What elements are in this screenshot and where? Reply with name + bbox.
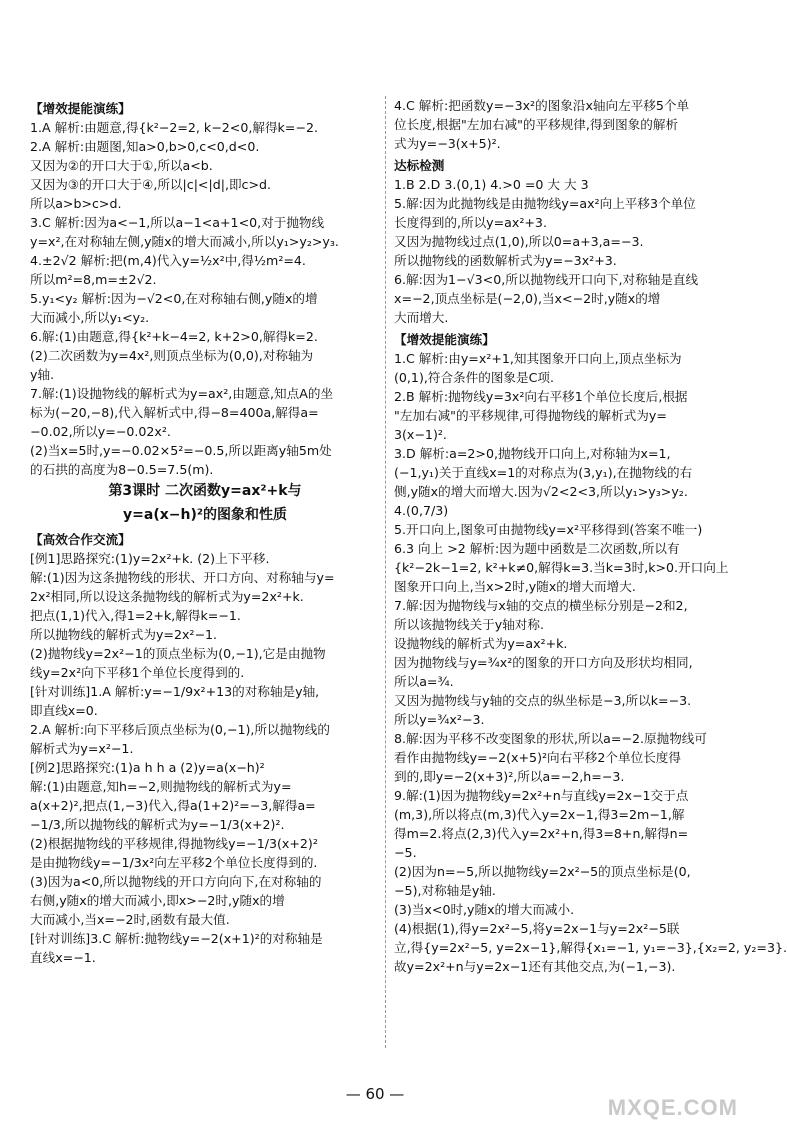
right-text-line: 4.(0,7/3) [394,503,449,518]
left-text-line: [针对训练]3.C 解析:抛物线y=−2(x+1)²的对称轴是 [30,931,323,946]
column-divider [385,96,386,1048]
left-text-line: 6.解:(1)由题意,得{k²+k−4=2, k+2>0,解得k=2. [30,329,318,344]
left-column [30,96,380,967]
right-text-line: 侧,y随x的增大而增大.因为√2<2<3,所以y₁>y₃>y₂. [394,484,688,499]
right-text-line: 看作由抛物线y=−2(x+5)²向右平移2个单位长度得 [394,750,681,765]
right-text-line: 2.B 解析:抛物线y=3x²向右平移1个单位长度后,根据 [394,389,688,404]
right-text-line: {k²−2k−1=2, k²+k≠0,解得k=3.当k=3时,k>0.开口向上 [394,560,729,575]
right-text-line: 图象开口向上,当x>2时,y随x的增大而增大. [394,579,636,594]
right-text-line: 所以抛物线的函数解析式为y=−3x²+3. [394,253,617,268]
right-text-line: 所以a=¾. [394,674,454,689]
left-text-line: 又因为③的开口大于④,所以|c|<|d|,即c>d. [30,177,272,192]
left-text-line: 线y=2x²向下平移1个单位长度得到的. [30,665,245,680]
page-number: — 60 — [345,1085,405,1103]
left-text-line: (2)抛物线y=2x²−1的顶点坐标为(0,−1),它是由抛物 [30,646,326,661]
right-text-line: 3.D 解析:a=2>0,抛物线开口向上,对称轴为x=1, [394,446,671,461]
right-text-line: (0,1),符合条件的图象是C项. [394,370,554,385]
left-text-line: 5.y₁<y₂ 解析:因为−√2<0,在对称轴右侧,y随x的增 [30,291,318,306]
left-text-line: 2x²相同,所以设这条抛物线的解析式为y=2x²+k. [30,589,304,604]
right-text-line: 得m=2.将点(2,3)代入y=2x²+n,得3=8+n,解得n= [394,826,689,841]
left-text-line: 解:(1)因为这条抛物线的形状、开口方向、对称轴与y= [30,570,335,585]
right-text-line: 因为抛物线与y=¾x²的图象的开口方向及形状均相同, [394,655,693,670]
right-text-line: (3)当x<0时,y随x的增大而减小. [394,902,575,917]
left-text-line: (2)根据抛物线的平移规律,得抛物线y=−1/3(x+2)² [30,836,318,851]
right-text-line: 8.解:因为平移不改变图象的形状,所以a=−2.原抛物线可 [394,731,707,746]
left-text-line: [针对训练]1.A 解析:y=−1/9x²+13的对称轴是y轴, [30,684,320,699]
left-text-line: −1/3,所以抛物线的解析式为y=−1/3(x+2)². [30,817,285,832]
right-text-line: 5.解:因为此抛物线是由抛物线y=ax²向上平移3个单位 [394,196,696,211]
left-text-line: 3.C 解析:因为a<−1,所以a−1<a+1<0,对于抛物线 [30,215,325,230]
left-text-line: (2)二次函数为y=4x²,则顶点坐标为(0,0),对称轴为 [30,348,314,363]
left-text-line: 2.A 解析:由题图,知a>0,b>0,c<0,d<0. [30,139,260,154]
right-text-line: (−1,y₁)关于直线x=1的对称点为(3,y₁),在抛物线的右 [394,465,693,480]
left-text-line: 大而减小,所以y₁<y₂. [30,310,150,325]
right-text-line: 1.C 解析:由y=x²+1,知其图象开口向上,顶点坐标为 [394,351,682,366]
right-text-line: 又因为抛物线过点(1,0),所以0=a+3,a=−3. [394,234,644,249]
left-text-line: 【高效合作交流】 [30,532,131,547]
left-text-line: −0.02,所以y=−0.02x². [30,424,171,439]
left-text-line: 第3课时 二次函数y=ax²+k与 [108,483,302,499]
left-text-line: 所以m²=8,m=±2√2. [30,272,157,287]
left-text-line: 所以a>b>c>d. [30,196,122,211]
right-text-line: (2)因为n=−5,所以抛物线y=2x²−5的顶点坐标是(0, [394,864,691,879]
right-text-line: x=−2,顶点坐标是(−2,0),当x<−2时,y随x的增 [394,291,661,306]
watermark-logo: MXQE.COM [607,1095,738,1120]
left-text-line: [例2]思路探究:(1)a h h a (2)y=a(x−h)² [30,760,265,775]
left-text-line: 把点(1,1)代入,得1=2+k,解得k=−1. [30,608,241,623]
left-text-line: 1.A 解析:由题意,得{k²−2=2, k−2<0,解得k=−2. [30,120,318,135]
left-text-line: a(x+2)²,把点(1,−3)代入,得a(1+2)²=−3,解得a= [30,798,316,813]
left-text-line: 即直线x=0. [30,703,98,718]
left-text-line: 解析式为y=x²−1. [30,741,134,756]
left-text-line: 所以抛物线的解析式为y=2x²−1. [30,627,218,642]
right-text-line: 长度得到的,所以y=ax²+3. [394,215,547,230]
left-text-line: 大而减小,当x=−2时,函数有最大值. [30,912,230,927]
right-text-line: 7.解:因为抛物线与x轴的交点的横坐标分别是−2和2, [394,598,688,613]
right-text-line: 所以y=¾x²−3. [394,712,485,727]
right-text-line: 位长度,根据"左加右减"的平移规律,得到图象的解析 [394,117,679,132]
right-text-line: 故y=2x²+n与y=2x−1还有其他交点,为(−1,−3). [394,959,676,974]
right-text-line: 又因为抛物线与y轴的交点的纵坐标是−3,所以k=−3. [394,693,692,708]
right-text-line: 达标检测 [394,158,445,173]
right-text-line: 立,得{y=2x²−5, y=2x−1},解得{x₁=−1, y₁=−3},{x₂=2, y₂=3}. [394,940,787,955]
left-text-line: y=a(x−h)²的图象和性质 [123,507,287,523]
left-text-line: 的石拱的高度为8−0.5=7.5(m). [30,462,214,477]
left-text-line: [例1]思路探究:(1)y=2x²+k. (2)上下平移. [30,551,270,566]
left-text-line: 【增效提能演练】 [30,101,131,116]
right-text-line: "左加右减"的平移规律,可得抛物线的解析式为y= [394,408,667,423]
left-text-line: 是由抛物线y=−1/3x²向左平移2个单位长度得到的. [30,855,318,870]
right-text-line: 1.B 2.D 3.(0,1) 4.>0 =0 大 大 3 [394,177,589,192]
right-text-line: 6.3 向上 >2 解析:因为题中函数是二次函数,所以有 [394,541,680,556]
left-text-line: 标为(−20,−8),代入解析式中,得−8=400a,解得a= [30,405,319,420]
left-text-line: (3)因为a<0,所以抛物线的开口方向向下,在对称轴的 [30,874,322,889]
right-text-line: −5. [394,845,417,860]
right-text-line: 大而增大. [394,310,449,325]
right-text-line: 到的,即y=−2(x+3)²,所以a=−2,h=−3. [394,769,625,784]
left-text-line: 直线x=−1. [30,950,96,965]
right-text-line: 4.C 解析:把函数y=−3x²的图象沿x轴向左平移5个单 [394,98,690,113]
right-text-line: 所以该抛物线关于y轴对称. [394,617,544,632]
right-text-line: 【增效提能演练】 [394,332,495,347]
left-text-line: 2.A 解析:向下平移后顶点坐标为(0,−1),所以抛物线的 [30,722,330,737]
right-text-line: 5.开口向上,图象可由抛物线y=x²平移得到(答案不唯一) [394,522,703,537]
left-text-line: 又因为②的开口大于①,所以a<b. [30,158,213,173]
left-text-line: 7.解:(1)设抛物线的解析式为y=ax²,由题意,知点A的坐 [30,386,334,401]
left-text-line: y轴. [30,367,55,382]
right-text-line: (4)根据(1),得y=2x²−5,将y=2x−1与y=2x²−5联 [394,921,680,936]
left-text-line: (2)当x=5时,y=−0.02×5²=−0.5,所以距离y轴5m处 [30,443,332,458]
right-column [394,96,787,976]
right-text-line: 设抛物线的解析式为y=ax²+k. [394,636,568,651]
left-text-line: 右侧,y随x的增大而减小,即x>−2时,y随x的增 [30,893,285,908]
left-text-line: 4.±2√2 解析:把(m,4)代入y=½x²中,得½m²=4. [30,253,306,268]
right-text-line: 式为y=−3(x+5)². [394,136,501,151]
right-text-line: (m,3),所以将点(m,3)代入y=2x−1,得3=2m−1,解 [394,807,685,822]
right-text-line: 9.解:(1)因为抛物线y=2x²+n与直线y=2x−1交于点 [394,788,689,803]
right-text-line: 3(x−1)². [394,427,447,442]
left-text-line: 解:(1)由题意,知h=−2,则抛物线的解析式为y= [30,779,292,794]
left-text-line: y=x²,在对称轴左侧,y随x的增大而减小,所以y₁>y₂>y₃. [30,234,339,249]
right-text-line: 6.解:因为1−√3<0,所以抛物线开口向下,对称轴是直线 [394,272,699,287]
right-text-line: −5),对称轴是y轴. [394,883,496,898]
